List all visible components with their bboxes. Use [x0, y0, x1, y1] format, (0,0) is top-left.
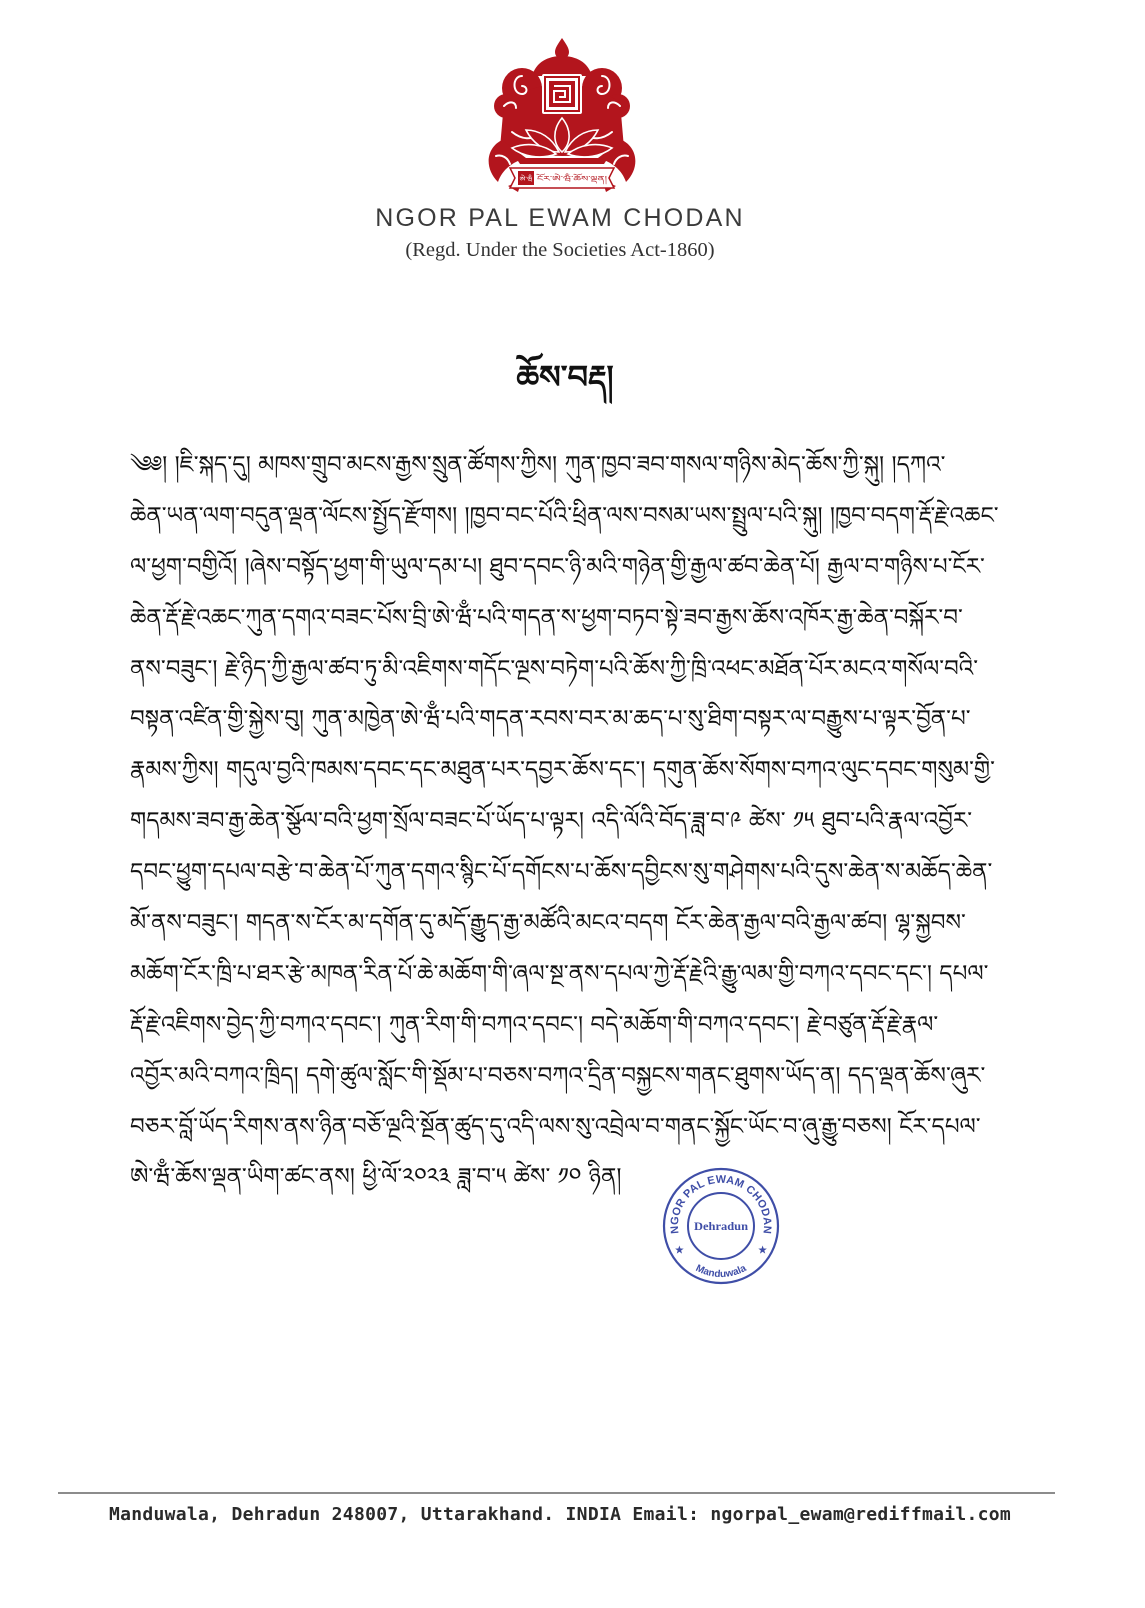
footer-email: ngorpal_ewam@rediffmail.com	[710, 1504, 1012, 1525]
body-line: རྣམས་ཀྱིས། གདུལ་བྱའི་ཁམས་དབང་དང་མཐུན་པར་དབྱར་ཆོས་དང་། དགུན་ཆོས་སོགས་བཀའ་ལུང་དབང་གསུམ་གྱི་	[130, 757, 995, 784]
body-line: བསྟན་འཛིན་གྱི་སྐྱེས་བུ། ཀུན་མཁྱེན་ཨེ་ཝྃ་པའི་གདན་རབས་བར་མ་ཆད་པ་སུ་ཐིག་བསྟར་ལ་བརྒྱུས་པ་ལྟར་བྱོན་པ་	[130, 706, 971, 733]
logo-banner	[510, 168, 614, 188]
body-line: བཅར་བློ་ཡོད་རིགས་ནས་ཉིན་བཅོ་ལྔའི་སྔོན་ཚུད་དུ་འདི་ལས་སུ་འབྲེལ་བ་གནང་སྐྱོང་ཡོང་བ་ཞུ་རྒྱུ་བཅས། ངོར་དཔལ་	[130, 1113, 981, 1140]
organization-stamp	[661, 1166, 781, 1286]
footer-divider	[58, 1492, 1055, 1494]
body-line: དབང་ཕྱུག་དཔལ་བརྩེ་བ་ཆེན་པོ་ཀུན་དགའ་སྙིང་པོ་དགོངས་པ་ཆོས་དབྱིངས་སུ་གཤེགས་པའི་དུས་ཆེན་ས་མཆོད་ཆེན་	[130, 859, 993, 886]
registration-note: (Regd. Under the Societies Act-1860)	[405, 239, 715, 261]
body-line: ནས་བཟུང་། རྗེ་ཉིད་ཀྱི་རྒྱལ་ཚབ་ཏུ་མི་འཇིགས་གདོང་ལྔས་བཏེག་པའི་ཆོས་ཀྱི་ཁྲི་འཕང་མཐོན་པོར་མངའ་གསོལ་བའི་	[130, 655, 979, 682]
body-line: ༄༅། །ཇི་སྐད་དུ། མཁས་གྲུབ་མངས་རྒྱས་སྲུན་ཚོགས་ཀྱིས། ཀུན་ཁྱབ་ཟབ་གསལ་གཉིས་མེད་ཆོས་ཀྱི་སྐུ། །དཀའ་	[130, 452, 946, 478]
logo-seal	[542, 74, 582, 114]
body-line-date: ཨེ་ཝྃ་ཆོས་ལྡན་ཡིག་ཚང་ནས། ཕྱི་ལོ་༢༠༢༣ ཟླ་བ་༥ ཚེས་ ༡༠ ཉིན།	[130, 1164, 622, 1191]
stamp-ring-text-bottom: Manduwala	[693, 1262, 749, 1281]
footer-email-label: Email:	[632, 1504, 700, 1525]
notice-title: ཆོས་བརྡ།	[516, 358, 614, 396]
body-line: ལ་ཕྱག་བགྱིའོ། །ཞེས་བསྟོད་ཕྱག་གི་ཡུལ་དམ་པ། ཐུབ་དབང་ཉི་མའི་གཉེན་གྱི་རྒྱལ་ཚབ་ཆེན་པོ། རྒྱལ་བ་གཉིས་པ་ངོར་	[130, 553, 985, 580]
notice-body	[130, 440, 1012, 1203]
star-icon	[758, 1246, 767, 1254]
star-icon	[675, 1246, 684, 1254]
body-line: མཆོག་ངོར་ཁྲི་པ་ཐར་རྩེ་མཁན་རིན་པོ་ཆེ་མཆོག་གི་ཞལ་སྔ་ནས་དཔལ་ཀྱེ་རྡོ་རྗེའི་རྒྱུ་ལམ་གྱི་བཀའ་དབང་དང་། དཔལ་	[130, 960, 989, 987]
footer-address: Manduwala, Dehradun 248007, Uttarakhand. INDIA	[108, 1504, 622, 1525]
organization-logo	[482, 36, 642, 198]
organization-name: NGOR PAL EWAM CHODAN	[375, 204, 745, 232]
footer-contact	[0, 1501, 1120, 1529]
logo-banner-text: ངོར་ཨེ་ཝྃ་ཆོས་ལྡན།	[537, 175, 583, 183]
body-line: རྡོ་རྗེ་འཇིགས་བྱེད་ཀྱི་བཀའ་དབང་། ཀུན་རིག་གི་བཀའ་དབང་། བདེ་མཆོག་གི་བཀའ་དབང་། རྗེ་བཙུན་རྡོ་རྗེ་རྣལ་	[130, 1011, 939, 1038]
stamp-ring-text-top: NGOR PAL EWAM CHODAN	[668, 1173, 774, 1235]
body-line: འབྱོར་མའི་བཀའ་ཁྲིད། དགེ་ཚུལ་སློང་གི་སྡོམ་པ་བཅས་བཀའ་དྲིན་བསྐྱངས་གནང་ཐུགས་ཡོད་ན། དད་ལྡན་ཆོས་ཞུར་	[130, 1062, 986, 1089]
logo-base	[516, 158, 608, 164]
logo-banner-tab-text: ཨེ་ཝྃ	[519, 176, 531, 183]
stamp-center-text: Dehradun	[694, 1219, 749, 1233]
body-line: ཆེན་རྡོ་རྗེ་འཆང་ཀུན་དགའ་བཟང་པོས་བྲི་ཨེ་ཝྃ་པའི་གདན་ས་ཕྱག་བཏབ་སྟེ་ཟབ་རྒྱས་ཆོས་འཁོར་རྒྱ་ཆེན་བསྐོར་བ་	[130, 604, 963, 631]
body-line: ཆེན་ཡན་ལག་བདུན་ལྡན་ལོངས་སྤྱོད་རྫོགས། །ཁྱབ་བང་པོའི་ཕྲིན་ལས་བསམ་ཡས་སྤྲུལ་པའི་སྐུ། །ཁྱབ་བདག་རྡོ་རྗེ་འཆང་	[130, 502, 999, 529]
body-line: གདམས་ཟབ་རྒྱ་ཆེན་སྩོལ་བའི་ཕྱག་སྲོལ་བཟང་པོ་ཡོད་པ་ལྟར། འདི་ལོའི་བོད་ཟླ་བ་༩ ཚེས་ ༡༥ ཐུབ་པའི་རྣལ་འབྱོར་	[130, 808, 973, 835]
body-line: མོ་ནས་བཟུང་། གདན་ས་ངོར་མ་དགོན་དུ་མདོ་རྒྱུད་རྒྱ་མཚོའི་མངའ་བདག ངོར་ཆེན་རྒྱལ་བའི་རྒྱལ་ཚབ། ལྷ་སྐྱབས་	[130, 910, 966, 937]
